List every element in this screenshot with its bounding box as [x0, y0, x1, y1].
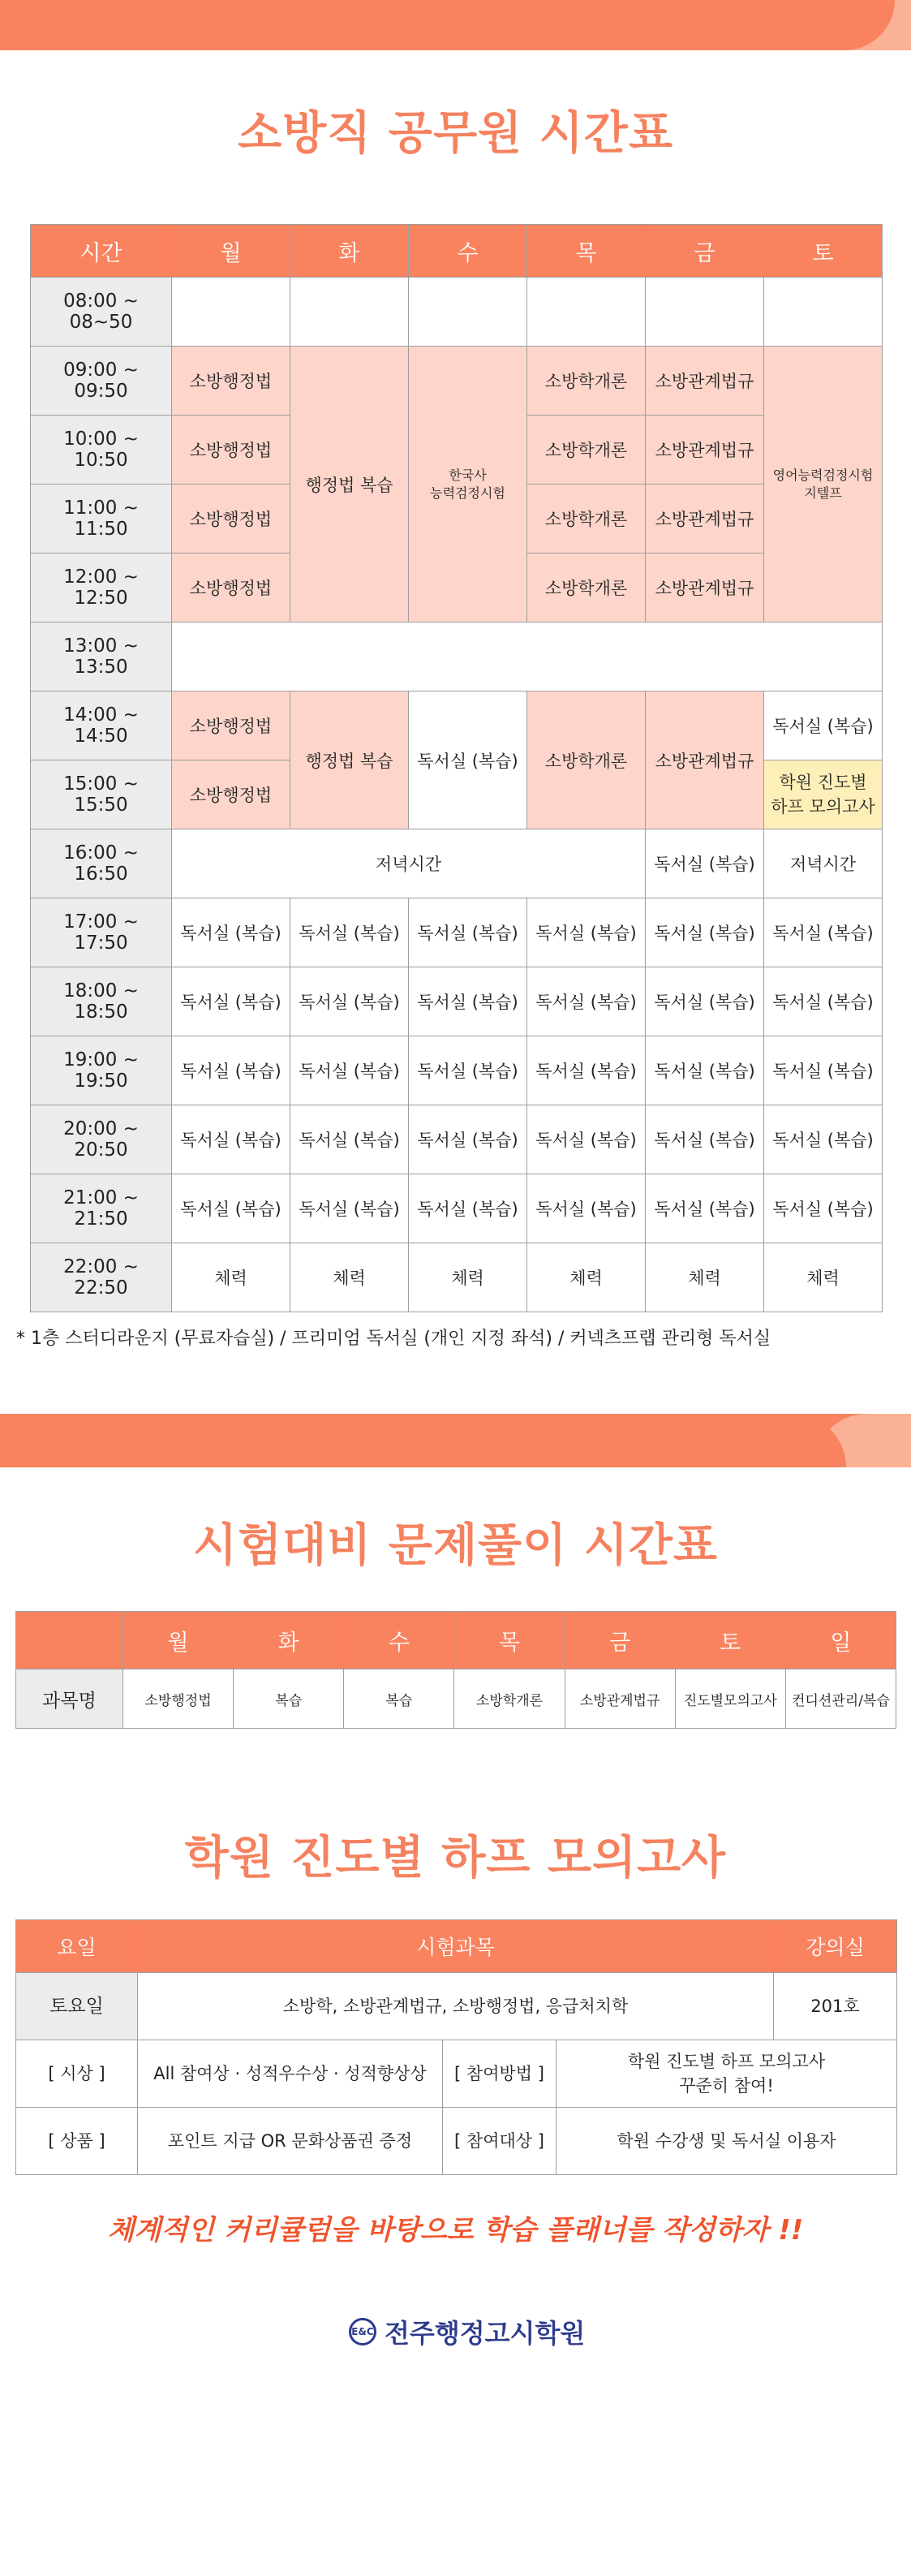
schedule-note: * 1층 스터디라운지 (무료자습실) / 프리미엄 독서실 (개인 지정 좌석) / 커넥츠프랩 관리형 독서실 [16, 1329, 771, 1349]
mock-room: 201호 [774, 1973, 897, 2040]
study-cell: 독서실 (복습) [290, 1036, 409, 1105]
exam-header-sun: 일 [785, 1612, 896, 1669]
class-cell: 한국사 능력검정시험 [409, 347, 527, 622]
mock-award-label: [ 시상 ] [16, 2040, 138, 2108]
class-cell: 소방행정법 [172, 760, 290, 829]
time-slot: 09:00 ~ 09:50 [31, 347, 172, 416]
mock-target-value: 학원 수강생 및 독서실 이용자 [556, 2108, 897, 2175]
study-cell: 독서실 (복습) [764, 691, 883, 760]
study-cell: 독서실 (복습) [646, 829, 764, 898]
study-cell: 독서실 (복습) [646, 1036, 764, 1105]
class-cell: 소방학개론 [527, 416, 646, 485]
class-cell: 소방행정법 [172, 347, 290, 416]
study-cell: 독서실 (복습) [764, 1174, 883, 1243]
time-slot: 10:00 ~ 10:50 [31, 416, 172, 485]
empty-cell [764, 278, 883, 347]
schedule-table [30, 224, 883, 1312]
study-cell: 독서실 (복습) [290, 1174, 409, 1243]
exam-header-fri: 금 [565, 1612, 675, 1669]
class-cell: 행정법 복습 [290, 691, 409, 829]
study-cell: 독서실 (복습) [409, 898, 527, 967]
study-cell: 독서실 (복습) [172, 898, 290, 967]
class-cell: 영어능력검정시험 지텔프 [764, 347, 883, 622]
class-cell: 소방관계법규 [646, 485, 764, 554]
study-cell: 독서실 (복습) [764, 1105, 883, 1174]
time-slot: 20:00 ~ 20:50 [31, 1105, 172, 1174]
study-cell: 독서실 (복습) [646, 1105, 764, 1174]
class-cell: 소방관계법규 [646, 691, 764, 829]
time-slot: 13:00 ~ 13:50 [31, 622, 172, 691]
exam-header-thu: 목 [454, 1612, 565, 1669]
mock-subjects: 소방학, 소방관계법규, 소방행정법, 응급처치학 [138, 1973, 774, 2040]
study-cell: 독서실 (복습) [527, 967, 646, 1036]
exam-subject: 소방행정법 [123, 1669, 234, 1729]
empty-cell [409, 278, 527, 347]
study-cell: 독서실 (복습) [527, 898, 646, 967]
exam-subject: 컨디션관리/복습 [785, 1669, 896, 1729]
class-cell: 소방학개론 [527, 347, 646, 416]
class-cell: 소방행정법 [172, 416, 290, 485]
fitness-cell: 체력 [290, 1243, 409, 1312]
study-cell: 독서실 (복습) [290, 967, 409, 1036]
empty-cell [646, 278, 764, 347]
exam-header-sat: 토 [675, 1612, 785, 1669]
fitness-cell: 체력 [646, 1243, 764, 1312]
academy-logo [349, 2313, 585, 2350]
mock-header-subjects: 시험과목 [138, 1920, 774, 1973]
mock-exam-cell: 학원 진도별 하프 모의고사 [764, 760, 883, 829]
slogan: 체계적인 커리큘럼을 바탕으로 학습 플래너를 작성하자 !! [107, 2214, 804, 2246]
dinner-cell: 저녁시간 [172, 829, 646, 898]
exam-subject: 복습 [234, 1669, 344, 1729]
study-cell: 독서실 (복습) [409, 1174, 527, 1243]
empty-cell [290, 278, 409, 347]
study-cell: 독서실 (복습) [172, 1174, 290, 1243]
class-cell: 소방관계법규 [646, 554, 764, 622]
study-cell: 독서실 (복습) [409, 691, 527, 829]
time-slot: 08:00 ~ 08~50 [31, 278, 172, 347]
study-cell: 독서실 (복습) [764, 898, 883, 967]
class-cell: 소방학개론 [527, 691, 646, 829]
mock-method-value: 학원 진도별 하프 모의고사 꾸준히 참여! [556, 2040, 897, 2108]
study-cell: 독서실 (복습) [290, 898, 409, 967]
study-cell: 독서실 (복습) [646, 967, 764, 1036]
mock-header-day: 요일 [16, 1920, 138, 1973]
study-cell: 독서실 (복습) [527, 1036, 646, 1105]
class-cell: 소방행정법 [172, 554, 290, 622]
exam-header-mon: 월 [123, 1612, 234, 1669]
logo-icon: E&C [349, 2318, 376, 2346]
mock-table [15, 1919, 897, 2175]
mock-prize-value: 포인트 지급 OR 문화상품권 증정 [138, 2108, 443, 2175]
mock-day: 토요일 [16, 1973, 138, 2040]
study-cell: 독서실 (복습) [290, 1105, 409, 1174]
time-slot: 19:00 ~ 19:50 [31, 1036, 172, 1105]
study-cell: 독서실 (복습) [172, 1105, 290, 1174]
time-slot: 15:00 ~ 15:50 [31, 760, 172, 829]
class-cell: 소방관계법규 [646, 347, 764, 416]
fitness-cell: 체력 [764, 1243, 883, 1312]
time-slot: 11:00 ~ 11:50 [31, 485, 172, 554]
exam-header-wed: 수 [344, 1612, 454, 1669]
time-slot: 21:00 ~ 21:50 [31, 1174, 172, 1243]
top-banner [0, 0, 911, 50]
mock-target-label: [ 참여대상 ] [443, 2108, 556, 2175]
empty-cell [172, 278, 290, 347]
time-slot: 14:00 ~ 14:50 [31, 691, 172, 760]
fitness-cell: 체력 [527, 1243, 646, 1312]
header-thu: 목 [527, 225, 646, 278]
empty-cell [527, 278, 646, 347]
time-slot: 22:00 ~ 22:50 [31, 1243, 172, 1312]
mock-method-label: [ 참여방법 ] [443, 2040, 556, 2108]
study-cell: 독서실 (복습) [172, 967, 290, 1036]
logo-text: 전주행정고시학원 [385, 2318, 586, 2349]
header-wed: 수 [409, 225, 527, 278]
section-divider [0, 1414, 911, 1467]
time-slot: 12:00 ~ 12:50 [31, 554, 172, 622]
schedule-title: 소방직 공무원 시간표 [238, 107, 673, 160]
header-fri: 금 [646, 225, 764, 278]
exam-header-tue: 화 [234, 1612, 344, 1669]
header-time: 시간 [31, 225, 172, 278]
header-tue: 화 [290, 225, 409, 278]
study-cell: 독서실 (복습) [646, 1174, 764, 1243]
exam-header-blank [16, 1612, 123, 1669]
class-cell: 소방학개론 [527, 554, 646, 622]
header-mon: 월 [172, 225, 290, 278]
exam-subject: 소방관계법규 [565, 1669, 675, 1729]
study-cell: 독서실 (복습) [409, 1036, 527, 1105]
fitness-cell: 체력 [172, 1243, 290, 1312]
study-cell: 독서실 (복습) [646, 898, 764, 967]
mock-award-value: All 참여상 · 성적우수상 · 성적향상상 [138, 2040, 443, 2108]
study-cell: 독서실 (복습) [764, 1036, 883, 1105]
time-slot: 16:00 ~ 16:50 [31, 829, 172, 898]
time-slot: 17:00 ~ 17:50 [31, 898, 172, 967]
study-cell: 독서실 (복습) [409, 967, 527, 1036]
class-cell: 소방행정법 [172, 485, 290, 554]
dinner-cell: 저녁시간 [764, 829, 883, 898]
study-cell: 독서실 (복습) [172, 1036, 290, 1105]
mock-prize-label: [ 상품 ] [16, 2108, 138, 2175]
header-sat: 토 [764, 225, 883, 278]
exam-subject: 진도별모의고사 [675, 1669, 785, 1729]
class-cell: 소방학개론 [527, 485, 646, 554]
mock-header-room: 강의실 [774, 1920, 897, 1973]
class-cell: 행정법 복습 [290, 347, 409, 622]
exam-row-label: 과목명 [16, 1669, 123, 1729]
class-cell: 소방행정법 [172, 691, 290, 760]
study-cell: 독서실 (복습) [527, 1105, 646, 1174]
exam-subject: 복습 [344, 1669, 454, 1729]
fitness-cell: 체력 [409, 1243, 527, 1312]
study-cell: 독서실 (복습) [764, 967, 883, 1036]
lunch-cell [172, 622, 883, 691]
exam-subject: 소방학개론 [454, 1669, 565, 1729]
exam-title: 시험대비 문제풀이 시간표 [192, 1519, 719, 1572]
study-cell: 독서실 (복습) [527, 1174, 646, 1243]
exam-table [15, 1611, 896, 1729]
study-cell: 독서실 (복습) [409, 1105, 527, 1174]
class-cell: 소방관계법규 [646, 416, 764, 485]
mock-title: 학원 진도별 하프 모의고사 [184, 1832, 727, 1885]
time-slot: 18:00 ~ 18:50 [31, 967, 172, 1036]
